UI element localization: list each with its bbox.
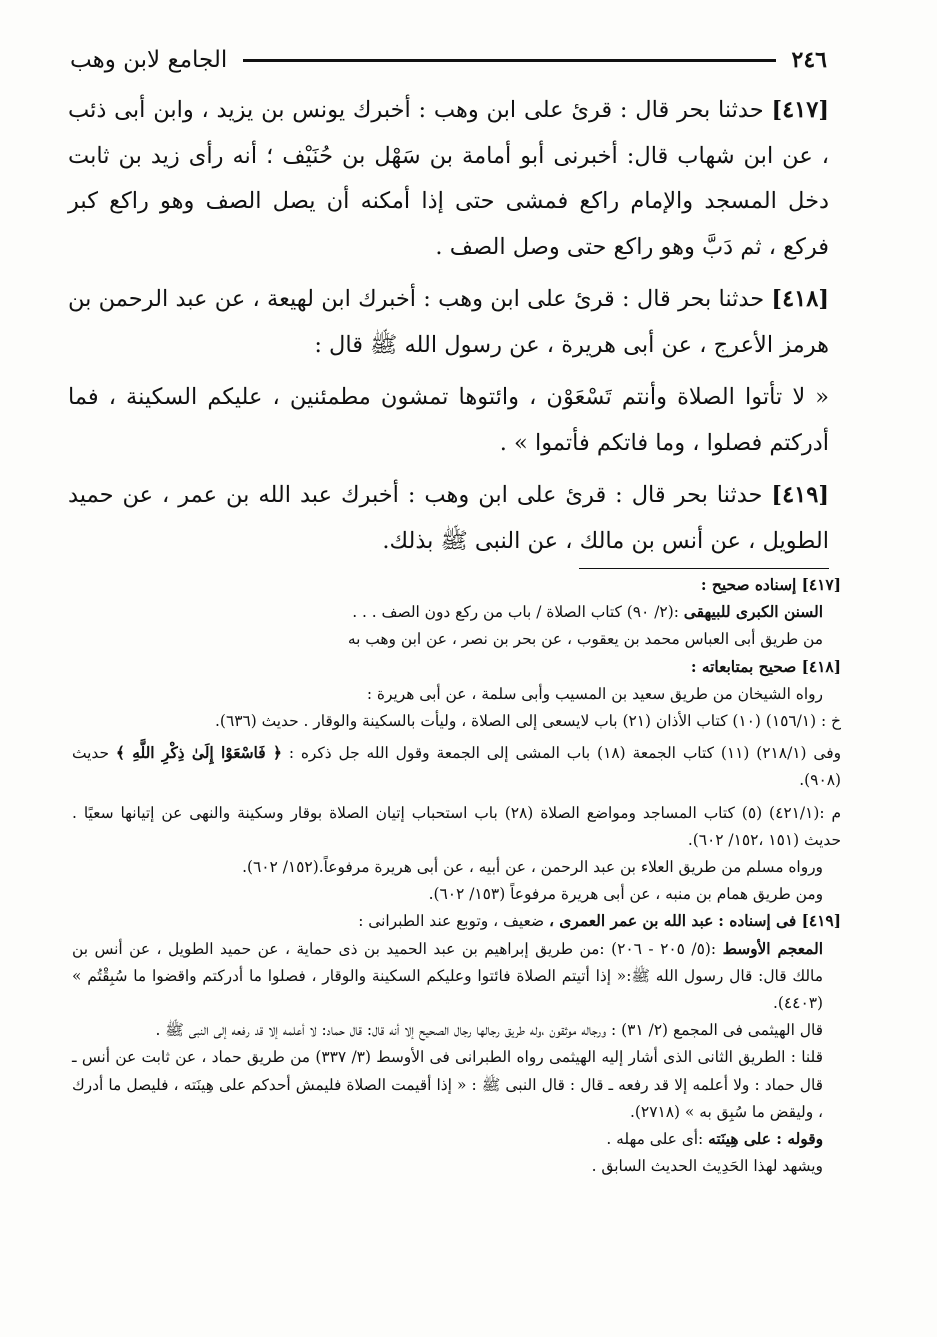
note-418-line: م :(٤٢١/١) (٥) كتاب المساجد ومواضع الصلاة (٢٨) باب استحباب إتيان الصلاة بوقار وسكينة والنهى عن إتيانها سعيًا . حديث (١٥١ ،١٥٢/ ٦٠٢).	[72, 803, 841, 849]
footnotes	[72, 572, 841, 1180]
note-419-qulna: قلنا : الطريق الثانى الذى أشار إليه الهيثمى رواه الطبرانى فى الأوسط (٣/ ٣٣٧) من طريق حماد ، عن ثابت عن أنس ـ قال حماد : ولا أعلمه إلا قد رفعه ـ قال : قال النبى ﷺ : « إذا أقيمت الصلاة فليمش أحدكم على هِينَته ، فليصل ما أدرك ، وليقض ما سُبِق به » (٢٧١٨).	[72, 1048, 824, 1121]
note-text: ضعيف ، وتوبع عند الطبرانى :	[358, 912, 545, 931]
hadith-number: [٤١٩]	[771, 482, 829, 508]
hadith-number: [٤١٨]	[771, 286, 829, 312]
book-title: الجامع لابن وهب	[70, 47, 228, 73]
note-419-last: ويشهد لهذا الحَدِيث الحديث السابق .	[591, 1157, 823, 1176]
note-417-label: [٤١٧] إسناده صحيح :	[700, 576, 841, 594]
note-418-line: خ : (١٥٦/١) (١٠) كتاب الأذان (٢١) باب لايسعى إلى الصلاة ، وليأت بالسكينة والوقار . حديث (٦٣٦).	[215, 712, 841, 731]
header-rule	[243, 59, 775, 62]
page-number: ٢٤٦	[791, 47, 827, 73]
source-text: :(٢/ ٩٠) كتاب الصلاة / باب من ركع دون الصف . . .	[352, 603, 679, 622]
narrator-name: عبد الله بن عمر العمرى ،	[548, 912, 714, 931]
note-417-chain: من طريق أبى العباس محمد بن يعقوب ، عن بحر بن نصر ، عن ابن وهب به	[347, 630, 823, 649]
hadith-417	[68, 88, 829, 270]
hadith-text: حدثنا بحر قال : قرئ على ابن وهب : أخبرك ابن لهيعة ، عن عبد الرحمن بن هرمز الأعرج ، عن أبى هريرة ، عن رسول الله ﷺ قال :	[68, 286, 829, 358]
hadith-quote: « لا تأتوا الصلاة وأنتم تَسْعَوْن ، وائتوها تمشون مطمئنين ، عليكم السكينة ، فما أدركتم فصلوا ، وما فاتكم فأتموا » .	[68, 384, 829, 456]
hadith-number: [٤١٧]	[771, 97, 830, 123]
source-text: :(٥/ ٢٠٥ - ٢٠٦) :من طريق إبراهيم بن عبد الحميد بن ذى حماية ، عن حميد الطويل ، عن أنس بن مالك قال: قال رسول الله ﷺ:« إذا أتيتم الصلاة فائتوا وعليكم السكينة والوقار ، فصلوا ما أدركتم واقضوا ما سُبِقْتُم » (٤٤٠٣).	[72, 939, 823, 1013]
hadith-text: حدثنا بحر قال : قرئ على ابن وهب : أخبرك عبد الله بن عمر ، عن حميد الطويل ، عن أنس بن مالك ، عن النبى ﷺ بذلك.	[68, 482, 829, 554]
note-419-haythami: قال الهيثمى فى المجمع (٢/ ٣١) : ورجاله موثقون ،وله طريق رجالها رجال الصحيح إلا أنه قال: قال حماد: لا أعلمه إلا قد رفعه إلى النبى ﷺ .	[155, 1021, 823, 1040]
note-418-line: ورواه مسلم من طريق العلاء بن عبد الرحمن ، عن أبيه ، عن أبى هريرة مرفوعاً.(١٥٢/ ٦٠٢).	[242, 858, 823, 877]
note-419-awsat	[72, 936, 841, 1018]
note-418-line: ومن طريق همام بن منبه ، عن أبى هريرة مرفوعاً (١٥٣/ ٦٠٢).	[428, 885, 823, 904]
note-418-label: [٤١٨] صحيح بمتابعاته :	[690, 657, 841, 676]
source-title: المعجم الأوسط	[722, 939, 824, 958]
hadith-418-quote	[68, 375, 829, 466]
hadith-419	[68, 473, 829, 564]
note-label: [٤١٩] فى إسناده :	[718, 912, 841, 931]
quran-verse: ﴿ فَاسْعَوْا إِلَىٰ ذِكْرِ اللَّهِ ﴾	[115, 744, 282, 763]
source-title: السنن الكبرى للبيهقى	[683, 603, 823, 622]
note-418-text: وفى (٢١٨/١) (١١) كتاب الجمعة (١٨) باب المشى إلى الجمعة وقول الله جل ذكره :	[288, 744, 842, 763]
hadith-418	[68, 277, 829, 368]
gloss-term: وقوله : على هِينَته	[708, 1130, 823, 1149]
running-header	[70, 40, 827, 80]
gloss-text: :أى على مهله .	[606, 1130, 704, 1149]
note-417-source	[72, 599, 841, 626]
note-419-qawluhu	[72, 1126, 841, 1153]
footnote-divider	[579, 568, 829, 569]
note-418-line: رواه الشيخان من طريق سعيد بن المسيب وأبى سلمة ، عن أبى هريرة :	[366, 684, 823, 703]
main-text	[68, 88, 829, 571]
hadith-text: حدثنا بحر قال : قرئ على ابن وهب : أخبرك يونس بن يزيد ، وابن أبى ذئب ، عن ابن شهاب قال: أخبرنى أبو أمامة بن سَهْل بن حُنَيْف ؛ أنه رأى زيد بن ثابت دخل المسجد والإمام راكع فمشى حتى إذا أمكنه أن يصل الصف وهو راكع كبر فركع ، ثم دَبَّ وهو راكع حتى وصل الصف .	[68, 97, 829, 260]
note-418-line	[72, 740, 841, 794]
note-419-label	[72, 908, 841, 935]
note-418-text: حديث (٩٠٨).	[72, 744, 841, 790]
